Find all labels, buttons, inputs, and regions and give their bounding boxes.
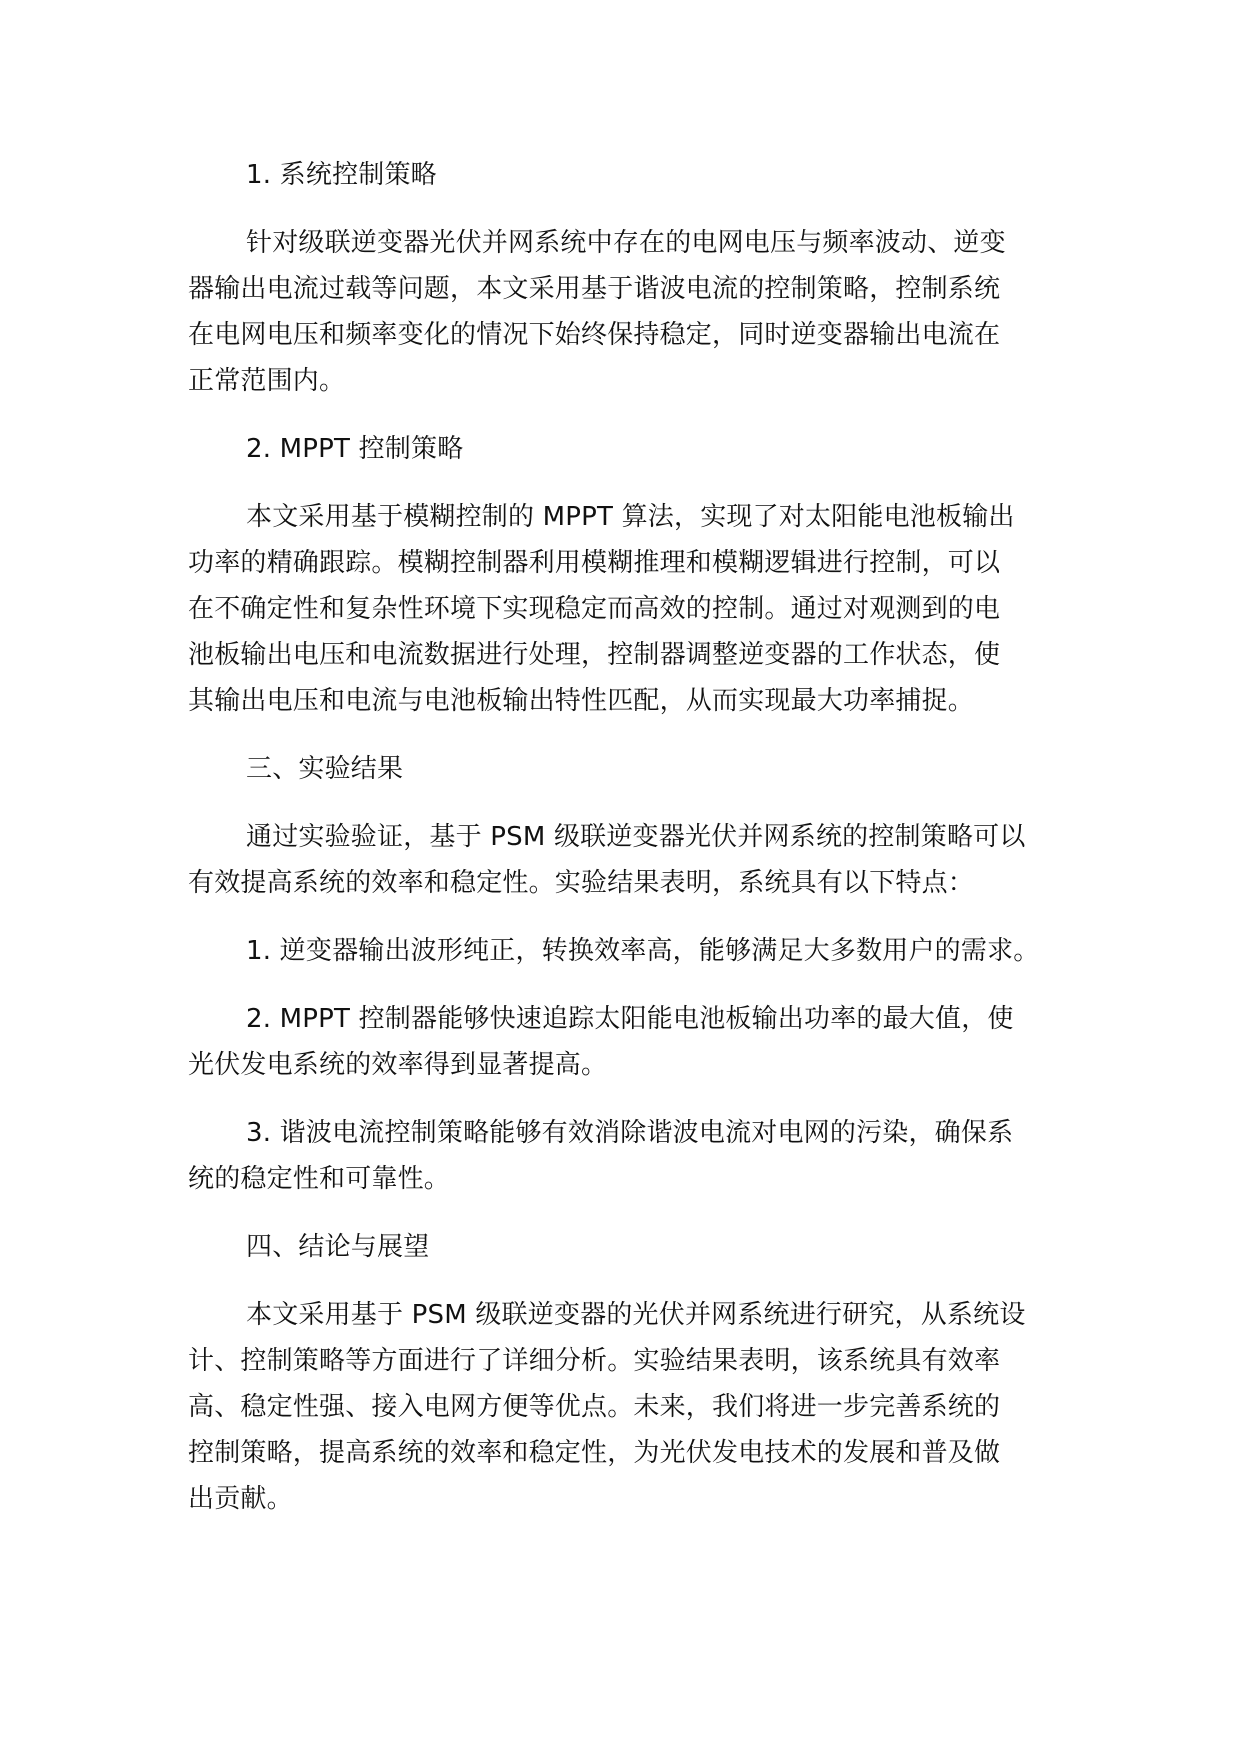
result-item-1: 1. 逆变器输出波形纯正，转换效率高，能够满足大多数用户的需求。 — [246, 936, 1040, 966]
paragraph-line: 在电网电压和频率变化的情况下始终保持稳定，同时逆变器输出电流在 — [188, 320, 1001, 350]
paragraph-line: 本文采用基于 PSM 级联逆变器的光伏并网系统进行研究，从系统设 — [246, 1300, 1026, 1330]
paragraph-line: 在不确定性和复杂性环境下实现稳定而高效的控制。通过对观测到的电 — [188, 594, 1001, 624]
paragraph-line: 正常范围内。 — [188, 366, 346, 396]
paragraph-line: 本文采用基于模糊控制的 MPPT 算法，实现了对太阳能电池板输出 — [246, 502, 1015, 532]
heading-conclusion: 四、结论与展望 — [246, 1232, 430, 1262]
paragraph-line: 光伏发电系统的效率得到显著提高。 — [188, 1050, 608, 1080]
paragraph-line: 统的稳定性和可靠性。 — [188, 1164, 451, 1194]
paragraph-line: 池板输出电压和电流数据进行处理，控制器调整逆变器的工作状态，使 — [188, 640, 1001, 670]
result-item-3: 3. 谐波电流控制策略能够有效消除谐波电流对电网的污染，确保系 — [246, 1118, 1014, 1148]
paragraph-line: 其输出电压和电流与电池板输出特性匹配，从而实现最大功率捕捉。 — [188, 686, 975, 716]
paragraph-line: 功率的精确跟踪。模糊控制器利用模糊推理和模糊逻辑进行控制，可以 — [188, 548, 1001, 578]
paragraph-line: 高、稳定性强、接入电网方便等优点。未来，我们将进一步完善系统的 — [188, 1392, 1001, 1422]
heading-mppt-control: 2. MPPT 控制策略 — [246, 434, 464, 464]
paragraph-line: 控制策略，提高系统的效率和稳定性，为光伏发电技术的发展和普及做 — [188, 1438, 1001, 1468]
paragraph-line: 计、控制策略等方面进行了详细分析。实验结果表明，该系统具有效率 — [188, 1346, 1001, 1376]
paragraph-line: 器输出电流过载等问题，本文采用基于谐波电流的控制策略，控制系统 — [188, 274, 1001, 304]
heading-experiment-results: 三、实验结果 — [246, 754, 404, 784]
result-item-2: 2. MPPT 控制器能够快速追踪太阳能电池板输出功率的最大值，使 — [246, 1004, 1014, 1034]
paragraph-line: 出贡献。 — [188, 1484, 293, 1514]
paragraph-line: 有效提高系统的效率和稳定性。实验结果表明，系统具有以下特点： — [188, 868, 975, 898]
paragraph-line: 针对级联逆变器光伏并网系统中存在的电网电压与频率波动、逆变 — [246, 228, 1006, 258]
paragraph-line: 通过实验验证，基于 PSM 级联逆变器光伏并网系统的控制策略可以 — [246, 822, 1026, 852]
heading-system-control: 1. 系统控制策略 — [246, 160, 437, 190]
